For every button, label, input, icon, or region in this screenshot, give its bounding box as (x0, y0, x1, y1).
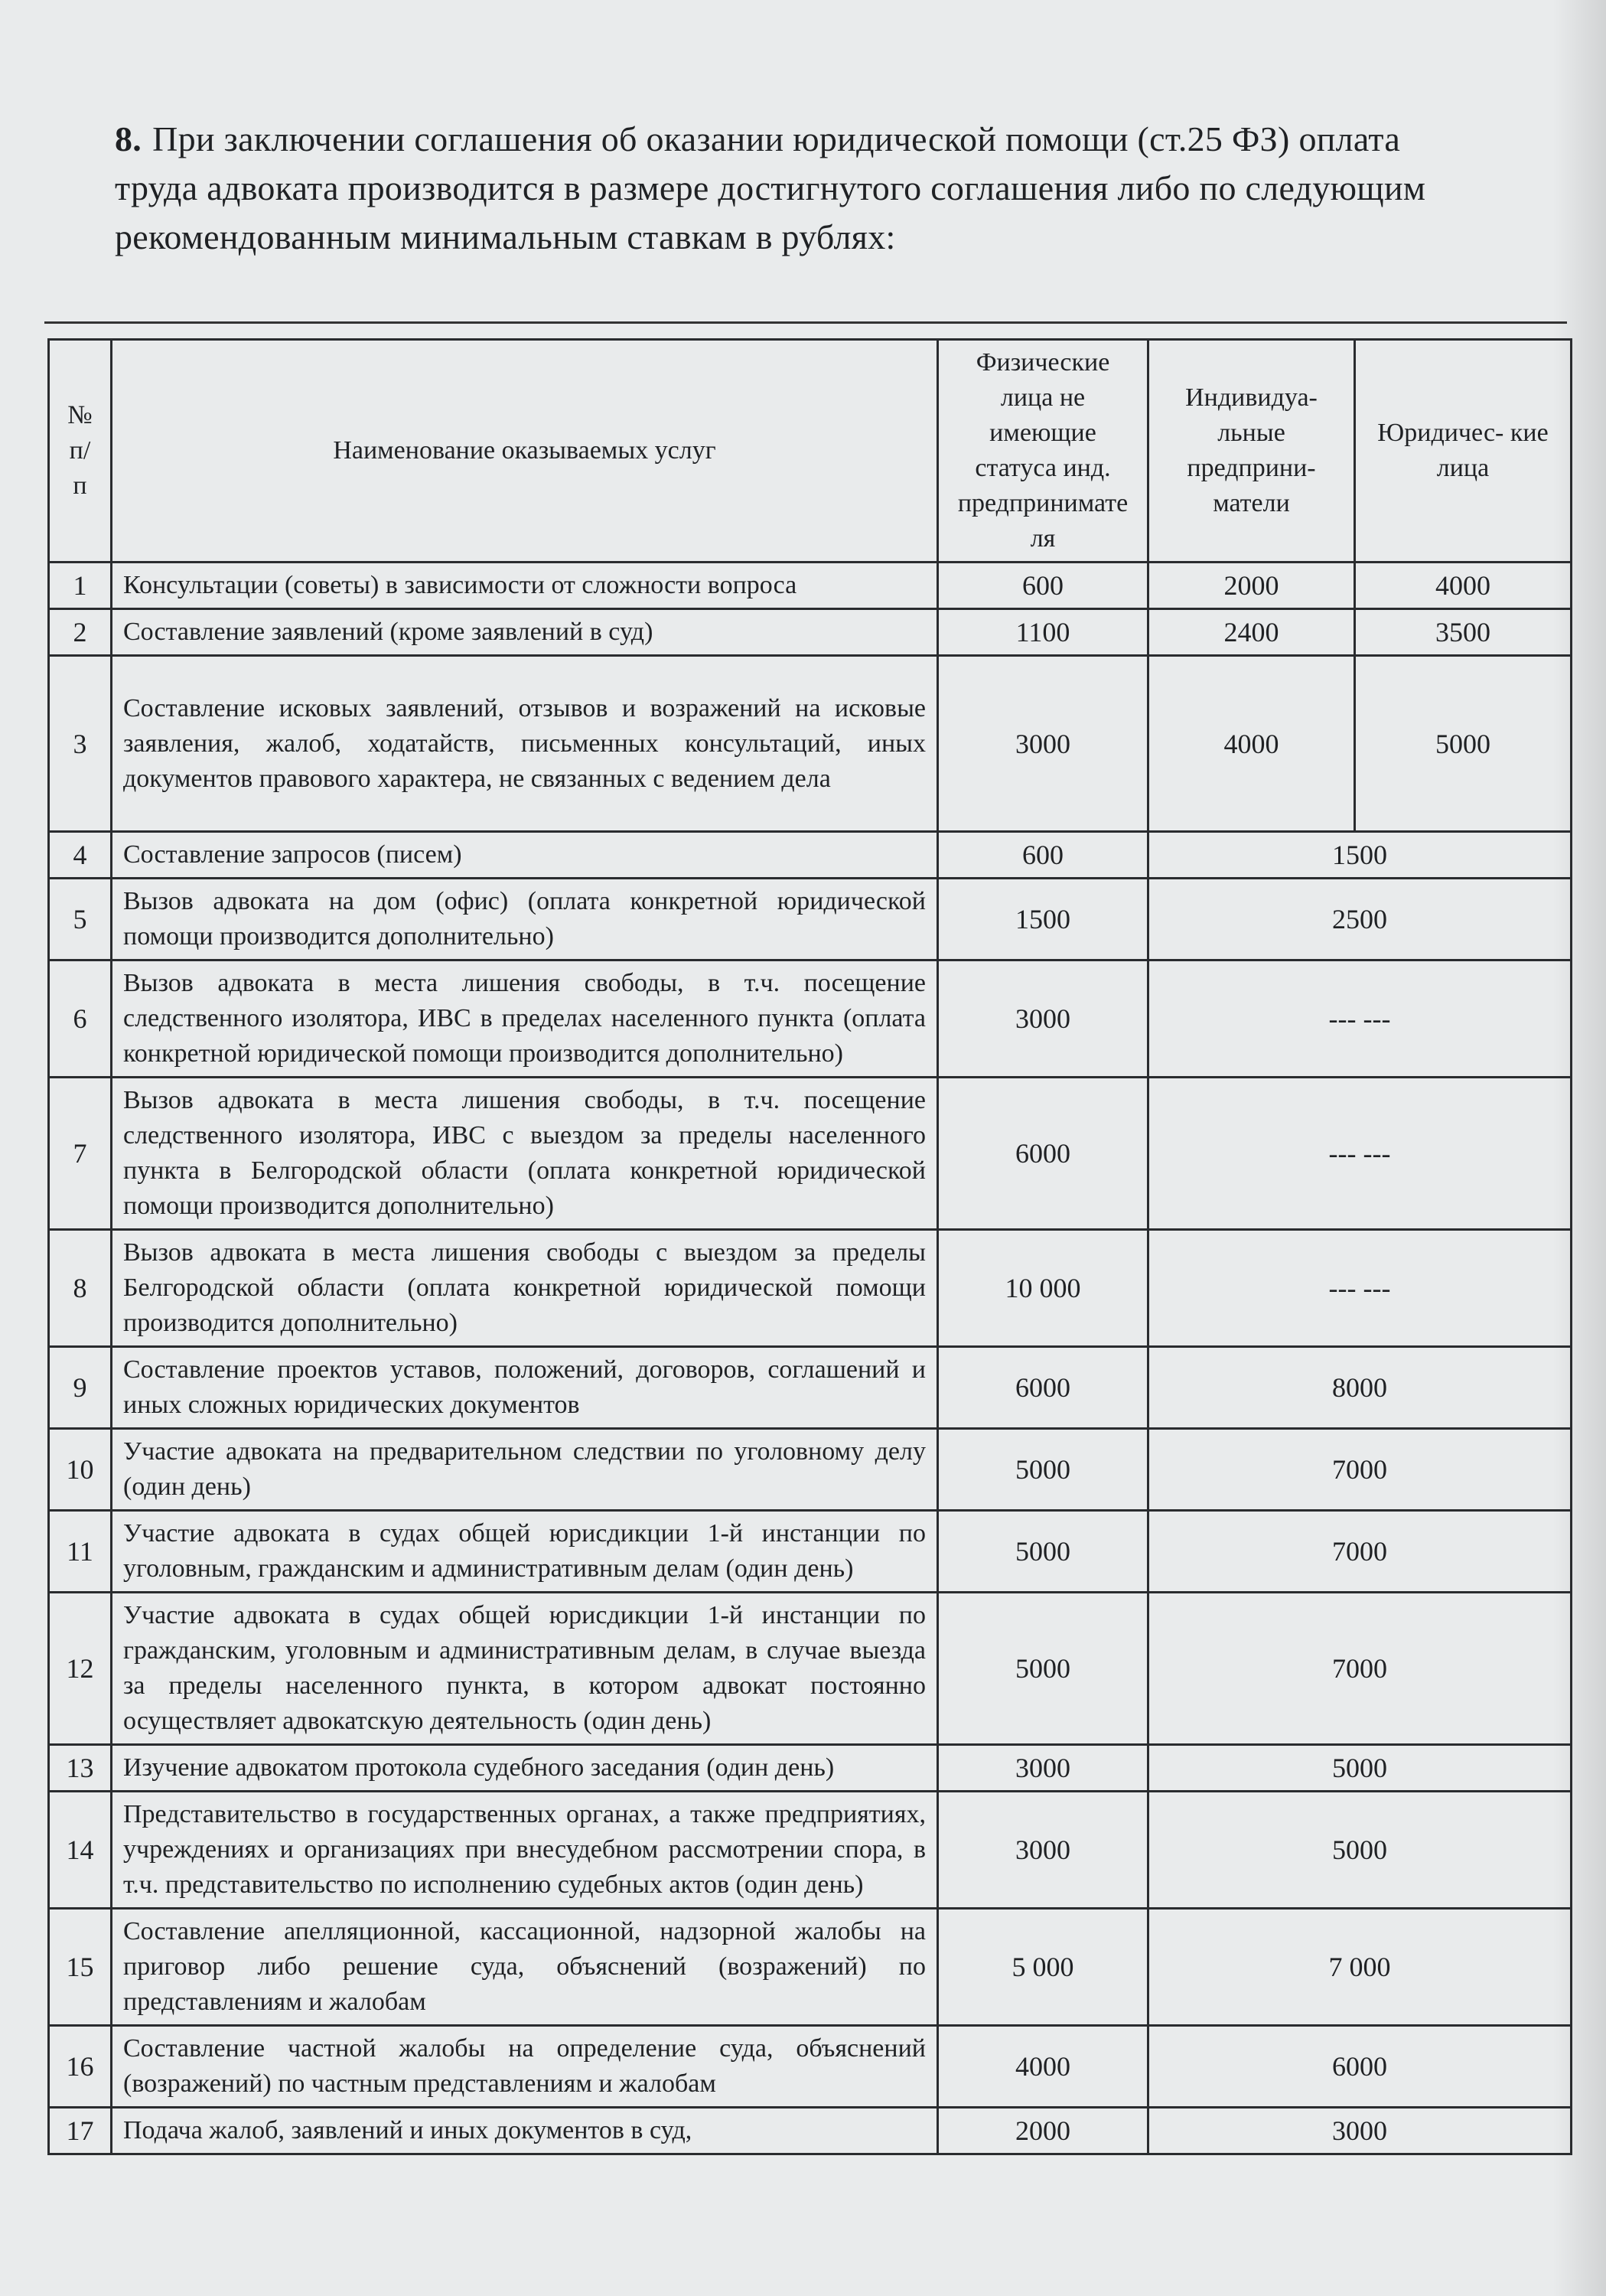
header-service: Наименование оказываемых услуг (112, 340, 938, 563)
price-individuals: 3000 (938, 1745, 1148, 1792)
table-row (49, 832, 1572, 879)
service-name: Вызов адвоката на дом (офис) (оплата конкретной юридической помощи производится дополнительно) (112, 879, 938, 960)
service-name: Консультации (советы) в зависимости от сложности вопроса (112, 563, 938, 609)
price-individuals: 2000 (938, 2108, 1148, 2154)
price-individuals: 1500 (938, 879, 1148, 960)
service-name: Вызов адвоката в места лишения свободы с выездом за пределы Белгородской области (оплата конкретной юридической помощи производится дополнительно) (112, 1230, 938, 1347)
table-row (49, 1593, 1572, 1745)
price-individuals: 10 000 (938, 1230, 1148, 1347)
row-number: 3 (49, 656, 112, 832)
price-entrepreneurs-and-legal: 7000 (1148, 1593, 1572, 1745)
price-individuals: 4000 (938, 2026, 1148, 2108)
service-name: Вызов адвоката в места лишения свободы, в т.ч. посещение следственного изолятора, ИВС с выездом за пределы населенного пункта в Белгородской области (оплата конкретной юридической помощи производится дополнительно) (112, 1078, 938, 1230)
service-name: Подача жалоб, заявлений и иных документов в суд, (112, 2108, 938, 2154)
row-number: 9 (49, 1347, 112, 1429)
price-entrepreneurs-and-legal: 7 000 (1148, 1909, 1572, 2026)
price-individuals: 5 000 (938, 1909, 1148, 2026)
table-row (49, 960, 1572, 1078)
price-entrepreneurs-and-legal: 2500 (1148, 879, 1572, 960)
service-name: Составление запросов (писем) (112, 832, 938, 879)
price-entrepreneurs-and-legal: --- --- (1148, 1230, 1572, 1347)
service-name: Участие адвоката в судах общей юрисдикции 1-й инстанции по гражданским, уголовным и административным делам, в случае выезда за пределы населенного пункта, в котором адвокат постоянно осуществляет адвокатскую деятельность (один день) (112, 1593, 938, 1745)
price-entrepreneurs-and-legal: 8000 (1148, 1347, 1572, 1429)
header-individuals: Физические лица не имеющие статуса инд. предпринимате ля (938, 340, 1148, 563)
service-name: Составление проектов уставов, положений, договоров, соглашений и иных сложных юридических документов (112, 1347, 938, 1429)
table-row (49, 2108, 1572, 2154)
price-individuals: 5000 (938, 1511, 1148, 1593)
price-entrepreneurs-and-legal: 5000 (1148, 1745, 1572, 1792)
price-individuals: 6000 (938, 1347, 1148, 1429)
price-entrepreneurs: 2400 (1148, 609, 1355, 656)
section-number: 8. (115, 119, 142, 158)
table-row (49, 656, 1572, 832)
price-individuals: 6000 (938, 1078, 1148, 1230)
table-row (49, 1909, 1572, 2026)
service-name: Участие адвоката в судах общей юрисдикции 1-й инстанции по уголовным, гражданским и административным делам (один день) (112, 1511, 938, 1593)
service-name: Составление частной жалобы на определение суда, объяснений (возражений) по частным представлениям и жалобам (112, 2026, 938, 2108)
rates-table (47, 338, 1572, 2155)
price-legal: 4000 (1355, 563, 1572, 609)
table-row (49, 1230, 1572, 1347)
row-number: 16 (49, 2026, 112, 2108)
service-name: Представительство в государственных органах, а также предприятиях, учреждениях и организациях при внесудебном рассмотрении спора, в т.ч. представительство по исполнению судебных актов (один день) (112, 1792, 938, 1909)
service-name: Изучение адвокатом протокола судебного заседания (один день) (112, 1745, 938, 1792)
row-number: 4 (49, 832, 112, 879)
table-row (49, 1429, 1572, 1511)
table-row (49, 609, 1572, 656)
price-legal: 5000 (1355, 656, 1572, 832)
price-entrepreneurs-and-legal: 3000 (1148, 2108, 1572, 2154)
price-individuals: 600 (938, 563, 1148, 609)
row-number: 15 (49, 1909, 112, 2026)
row-number: 5 (49, 879, 112, 960)
table-row (49, 563, 1572, 609)
table-row (49, 1745, 1572, 1792)
row-number: 7 (49, 1078, 112, 1230)
price-entrepreneurs-and-legal: --- --- (1148, 1078, 1572, 1230)
row-number: 13 (49, 1745, 112, 1792)
service-name: Составление заявлений (кроме заявлений в суд) (112, 609, 938, 656)
row-number: 6 (49, 960, 112, 1078)
price-entrepreneurs: 4000 (1148, 656, 1355, 832)
price-entrepreneurs: 2000 (1148, 563, 1355, 609)
heading-line-2: труда адвоката производится в размере достигнутого соглашения либо по следующим (115, 168, 1426, 207)
price-legal: 3500 (1355, 609, 1572, 656)
price-entrepreneurs-and-legal: 5000 (1148, 1792, 1572, 1909)
price-entrepreneurs-and-legal: 6000 (1148, 2026, 1572, 2108)
header-entrepreneurs: Индивидуа- льные предприни- матели (1148, 340, 1355, 563)
price-individuals: 3000 (938, 1792, 1148, 1909)
heading-line-1: 8. При заключении соглашения об оказании юридической помощи (ст.25 ФЗ) оплата (115, 119, 1401, 158)
row-number: 10 (49, 1429, 112, 1511)
heading-line-3: рекомендованным минимальным ставкам в рублях: (115, 217, 896, 256)
header-legal: Юридичес- кие лица (1355, 340, 1572, 563)
price-individuals: 600 (938, 832, 1148, 879)
price-individuals: 5000 (938, 1593, 1148, 1745)
table-row (49, 879, 1572, 960)
price-entrepreneurs-and-legal: --- --- (1148, 960, 1572, 1078)
header-num: № п/ п (49, 340, 112, 563)
table-row (49, 2026, 1572, 2108)
price-individuals: 5000 (938, 1429, 1148, 1511)
row-number: 14 (49, 1792, 112, 1909)
table-header-row (49, 340, 1572, 563)
row-number: 2 (49, 609, 112, 656)
table-row (49, 1078, 1572, 1230)
row-number: 8 (49, 1230, 112, 1347)
row-number: 17 (49, 2108, 112, 2154)
service-name: Вызов адвоката в места лишения свободы, в т.ч. посещение следственного изолятора, ИВС в пределах населенного пункта (оплата конкретной юридической помощи производится дополнительно) (112, 960, 938, 1078)
row-number: 12 (49, 1593, 112, 1745)
price-individuals: 3000 (938, 656, 1148, 832)
price-individuals: 3000 (938, 960, 1148, 1078)
table-row (49, 1792, 1572, 1909)
table-row (49, 1511, 1572, 1593)
row-number: 11 (49, 1511, 112, 1593)
row-number: 1 (49, 563, 112, 609)
price-entrepreneurs-and-legal: 7000 (1148, 1511, 1572, 1593)
price-entrepreneurs-and-legal: 1500 (1148, 832, 1572, 879)
top-rule (44, 321, 1567, 324)
price-individuals: 1100 (938, 609, 1148, 656)
service-name: Участие адвоката на предварительном следствии по уголовному делу (один день) (112, 1429, 938, 1511)
price-entrepreneurs-and-legal: 7000 (1148, 1429, 1572, 1511)
service-name: Составление апелляционной, кассационной, надзорной жалобы на приговор либо решение суда, объяснений (возражений) по представлениям и жалобам (112, 1909, 938, 2026)
table-row (49, 1347, 1572, 1429)
section-heading (115, 115, 1530, 262)
service-name: Составление исковых заявлений, отзывов и возражений на исковые заявления, жалоб, ходатайств, письменных консультаций, иных документов правового характера, не связанных с ведением дела (112, 656, 938, 832)
